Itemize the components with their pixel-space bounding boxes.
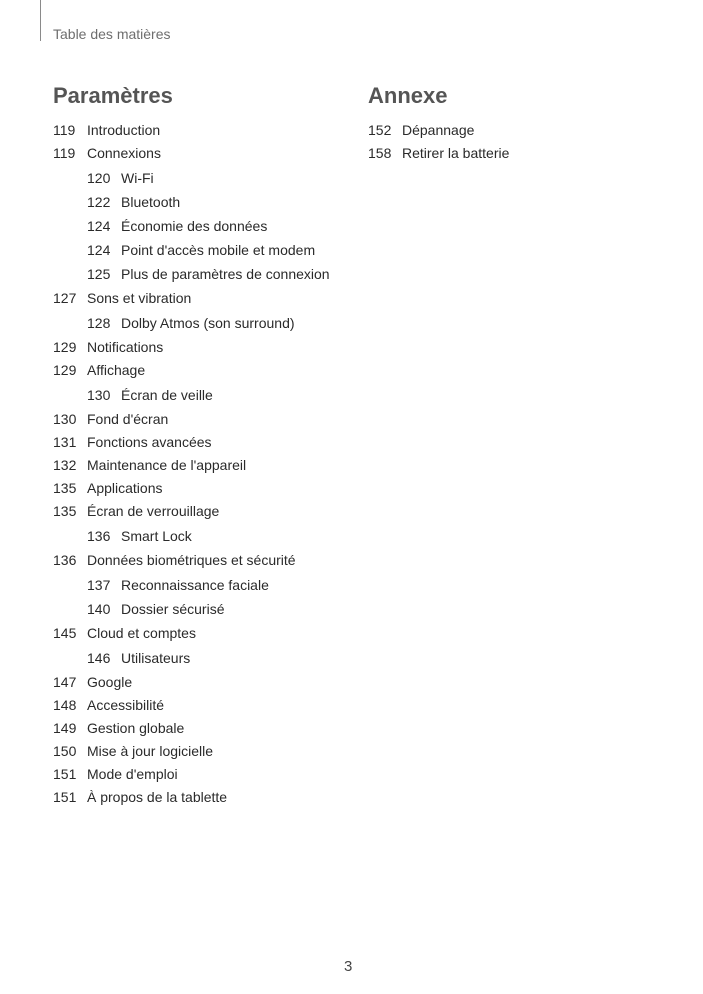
settings-section [53,82,353,810]
toc-page-number: 158 [368,145,392,161]
toc-page-number: 125 [87,266,111,282]
toc-page-number: 148 [53,697,77,713]
toc-subentry[interactable] [53,575,353,599]
toc-page-number: 147 [53,674,77,690]
toc-label: Introduction [87,122,161,138]
toc-label: Gestion globale [87,720,185,736]
toc-label: Dépannage [402,122,475,138]
toc-page-number: 136 [53,552,77,568]
toc-entry[interactable] [53,718,353,741]
toc-page-number: 136 [87,528,111,544]
toc-page-number: 146 [87,650,111,666]
toc-page-number: 131 [53,434,77,450]
toc-label: Écran de veille [121,387,213,403]
toc-subentry[interactable] [53,526,353,550]
toc-label: Sons et vibration [87,290,192,306]
toc-subentry[interactable] [53,216,353,240]
toc-page-number: 128 [87,315,111,331]
toc-label: Reconnaissance faciale [121,577,269,593]
section-title: Paramètres [53,83,173,108]
toc-label: Dolby Atmos (son surround) [121,315,295,331]
toc-page-number: 124 [87,242,111,258]
toc-page-number: 150 [53,743,77,759]
toc-entry[interactable] [53,120,353,143]
toc-label: Smart Lock [121,528,192,544]
toc-entry[interactable] [53,501,353,524]
toc-entry[interactable] [53,787,353,810]
toc-page-number: 119 [53,122,76,138]
section-title: Annexe [368,83,448,108]
toc-page-number: 145 [53,625,77,641]
toc-label: Maintenance de l'appareil [87,457,247,473]
toc-page-number: 119 [53,145,76,161]
toc-subentry[interactable] [53,168,353,192]
toc-label: Affichage [87,362,146,378]
toc-label: Mode d'emploi [87,766,178,782]
toc-entry[interactable] [53,764,353,787]
toc-label: À propos de la tablette [87,789,228,805]
toc-label: Applications [87,480,163,496]
toc-subentry[interactable] [53,599,353,623]
toc-list [368,120,668,166]
toc-label: Dossier sécurisé [121,601,225,617]
toc-subentry[interactable] [53,192,353,216]
toc-entry[interactable] [53,672,353,695]
toc-page-number: 140 [87,601,111,617]
toc-label: Plus de paramètres de connexion [121,266,330,282]
toc-entry[interactable] [53,432,353,455]
toc-label: Utilisateurs [121,650,191,666]
toc-page-number: 127 [53,290,77,306]
header-rule [40,0,41,41]
toc-label: Bluetooth [121,194,181,210]
toc-label: Notifications [87,339,164,355]
toc-entry[interactable] [368,143,668,166]
toc-label: Cloud et comptes [87,625,196,641]
toc-entry[interactable] [53,695,353,718]
toc-entry[interactable] [53,623,353,646]
toc-entry[interactable] [53,409,353,432]
toc-page-number: 130 [87,387,111,403]
toc-page-number: 137 [87,577,111,593]
toc-subentry[interactable] [53,264,353,288]
toc-entry[interactable] [368,120,668,143]
toc-label: Connexions [87,145,161,161]
toc-entry[interactable] [53,288,353,311]
toc-page-number: 152 [368,122,392,138]
toc-label: Écran de verrouillage [87,503,220,519]
toc-page-number: 124 [87,218,111,234]
toc-subentry[interactable] [53,385,353,409]
toc-page-number: 129 [53,339,77,355]
toc-entry[interactable] [53,550,353,573]
toc-page-number: 151 [53,789,77,805]
toc-entry[interactable] [53,478,353,501]
toc-page-number: 151 [53,766,77,782]
toc-label: Point d'accès mobile et modem [121,242,316,258]
toc-page-number: 132 [53,457,77,473]
toc-subentry[interactable] [53,648,353,672]
toc-label: Fond d'écran [87,411,169,427]
toc-label: Accessibilité [87,697,165,713]
page-number: 3 [344,958,353,975]
toc-entry[interactable] [53,455,353,478]
toc-label: Économie des données [121,218,268,234]
toc-page-number: 130 [53,411,77,427]
toc-page-number: 135 [53,480,77,496]
toc-label: Données biométriques et sécurité [87,552,296,568]
toc-label: Google [87,674,133,690]
toc-label: Wi-Fi [121,170,154,186]
toc-page-number: 122 [87,194,111,210]
toc-label: Fonctions avancées [87,434,212,450]
toc-entry[interactable] [53,337,353,360]
toc-list [53,120,353,810]
toc-page-number: 129 [53,362,77,378]
toc-page-number: 149 [53,720,77,736]
appendix-section [368,82,668,166]
toc-label: Retirer la batterie [402,145,510,161]
toc-entry[interactable] [53,143,353,166]
page-header: Table des matières [53,26,171,42]
toc-entry[interactable] [53,360,353,383]
toc-subentry[interactable] [53,313,353,337]
toc-page-number: 120 [87,170,111,186]
toc-entry[interactable] [53,741,353,764]
toc-subentry[interactable] [53,240,353,264]
toc-label: Mise à jour logicielle [87,743,214,759]
toc-page-number: 135 [53,503,77,519]
